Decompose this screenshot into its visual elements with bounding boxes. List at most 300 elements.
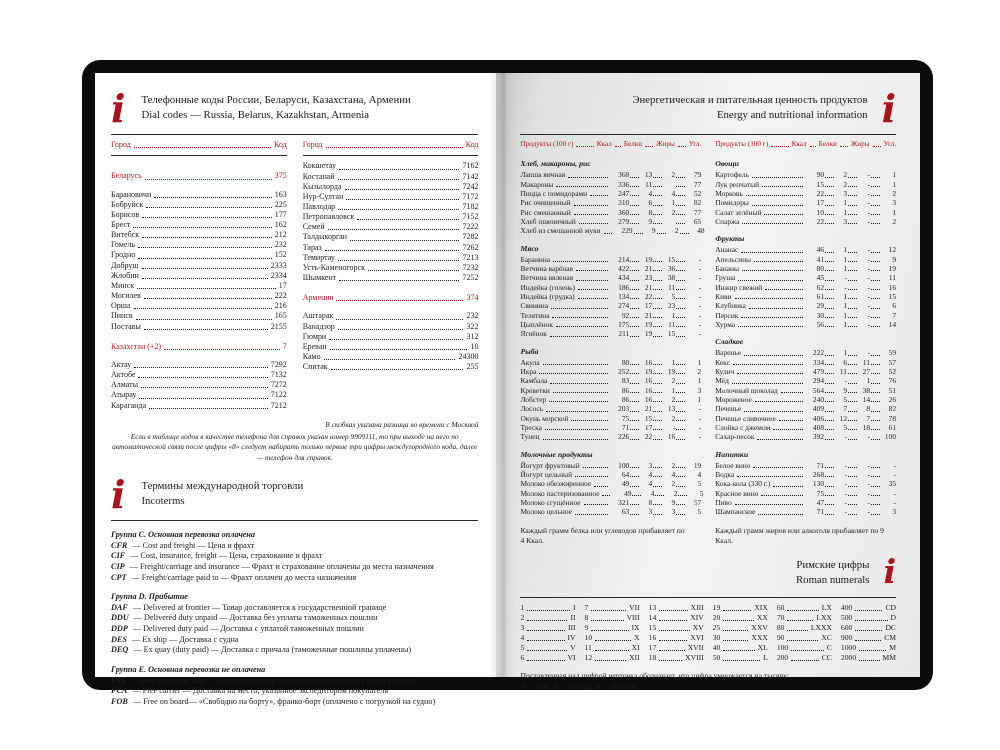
kcal-value: 175 [618, 319, 630, 329]
food-name: Лук репчатый [715, 179, 760, 189]
dot-leader [659, 640, 687, 641]
fat-value: 18 [862, 422, 871, 432]
carbs-value: 77 [693, 179, 702, 189]
incoterm-code: DDP [111, 624, 128, 634]
incoterm-description: — Delivered duty paid — Доставка с уплатой таможенных пошлин [132, 624, 364, 634]
dial-city-row [303, 232, 479, 242]
city-name: Тараз [302, 242, 322, 252]
arabic-number: 400 [840, 602, 853, 612]
kcal-value: 90 [816, 170, 825, 180]
left-page [95, 73, 496, 707]
dot-leader [550, 383, 608, 384]
dot-leader [676, 514, 685, 515]
header-carbs-label: Угл. [883, 140, 897, 148]
dial-country-group [303, 161, 479, 283]
food-name: Макароны [520, 179, 554, 189]
roman-table-cell [520, 633, 575, 643]
dot-leader [630, 364, 639, 365]
protein-value: 1 [843, 301, 848, 311]
dot-leader [630, 270, 639, 271]
dot-leader [527, 650, 567, 651]
food-name: Печенье сливочное [715, 413, 776, 423]
protein-value: 19 [644, 329, 653, 339]
dot-leader [676, 326, 685, 327]
roman-table-column [713, 603, 768, 663]
protein-value: 21 [644, 263, 653, 273]
carbs-value: - [698, 329, 702, 339]
food-name: Креветки [520, 385, 550, 395]
dial-city-row [111, 380, 287, 390]
city-code: 7252 [462, 273, 479, 283]
carbs-value: - [893, 460, 897, 470]
roman-cells [777, 603, 832, 663]
dot-leader [630, 514, 639, 515]
dot-leader [655, 495, 664, 496]
arabic-number: 1 [520, 602, 525, 612]
dot-leader [848, 355, 857, 356]
dot-leader [615, 146, 621, 147]
fat-value: 2 [671, 460, 676, 470]
roman-header [520, 552, 896, 592]
dot-leader [339, 169, 459, 170]
food-name: Лосось [520, 404, 543, 414]
arabic-number: 3 [520, 622, 525, 632]
kcal-value: 214 [618, 254, 630, 264]
kcal-value: 203 [618, 404, 630, 414]
carbs-value: - [698, 310, 702, 320]
carbs-value: 1 [892, 207, 897, 217]
dial-city-row [111, 250, 287, 260]
incoterms-item [111, 562, 478, 573]
header-product-label: Продукты (100 г) [520, 140, 574, 148]
dot-leader [825, 280, 834, 281]
kcal-value: 222 [812, 348, 825, 358]
roman-table-cell [520, 603, 575, 613]
food-name: Акула [520, 357, 540, 367]
header-code-label: Код [273, 140, 287, 149]
dot-leader [873, 146, 881, 147]
nutrition-row [520, 283, 701, 292]
nutrition-row [520, 226, 705, 236]
city-code: 216 [274, 301, 287, 311]
dot-leader [676, 214, 685, 215]
nutrition-row [520, 470, 701, 479]
dot-leader [653, 326, 662, 327]
dot-leader [329, 339, 463, 340]
protein-value: 8 [648, 497, 653, 507]
city-name: Гюмри [302, 331, 327, 341]
dial-city-row [303, 342, 479, 352]
dot-leader [735, 504, 803, 505]
dial-city-row [303, 202, 479, 212]
dot-leader [659, 660, 682, 661]
dot-leader [752, 177, 803, 178]
nutrition-row [715, 283, 896, 292]
dot-leader [723, 640, 748, 641]
nutrition-section-title: Сладкое [715, 337, 744, 347]
dot-leader [678, 146, 686, 147]
carbs-value: - [698, 432, 702, 442]
dot-leader [733, 364, 803, 365]
fat-value: 27 [862, 366, 871, 376]
nutrition-row [520, 217, 701, 226]
roman-number: L [763, 652, 768, 662]
dot-leader [871, 392, 880, 393]
kcal-value: 268 [812, 469, 825, 479]
dot-leader [368, 270, 459, 271]
carbs-value: 77 [693, 207, 702, 217]
roman-table-cell [713, 633, 768, 643]
dot-leader [871, 270, 880, 271]
food-name: Киви [715, 291, 732, 301]
city-name: Жлобин [111, 270, 139, 280]
food-name: Молоко пастеризованное [520, 488, 600, 498]
dot-leader [676, 195, 685, 196]
dot-leader [871, 280, 880, 281]
nutrition-rows [520, 255, 701, 339]
nutrition-column [715, 135, 896, 546]
roman-number: III [567, 622, 576, 632]
dot-leader [737, 373, 803, 374]
city-code: 7152 [462, 212, 479, 222]
dot-leader [595, 650, 629, 651]
protein-value: - [844, 497, 848, 507]
carbs-value: 57 [693, 497, 702, 507]
dot-leader [630, 223, 639, 224]
roman-number: XIII [690, 602, 704, 612]
nutrition-section [520, 244, 701, 339]
incoterm-description: — Delivered duty unpaid — Доставка без уплаты таможенных пошлин [133, 613, 378, 623]
city-name: Пинск [111, 311, 133, 321]
city-code: 232 [274, 240, 287, 250]
kcal-value: 15 [816, 179, 825, 189]
dial-rows [111, 190, 287, 332]
dot-leader [758, 514, 803, 515]
dot-leader [653, 486, 662, 487]
roman-table-cell [585, 653, 640, 663]
dot-leader [630, 214, 639, 215]
dot-leader [871, 476, 880, 477]
protein-value: 9 [651, 226, 656, 236]
city-code: 7212 [270, 400, 287, 410]
dial-rows [303, 311, 479, 372]
dot-leader [871, 261, 880, 262]
carbs-value: 76 [888, 376, 897, 386]
protein-value: 3 [843, 189, 848, 199]
dot-leader [723, 610, 751, 611]
city-name: Ванадзор [302, 321, 335, 331]
food-name: Окунь морской [520, 413, 569, 423]
protein-value: 1 [843, 245, 848, 255]
dot-leader [848, 504, 857, 505]
dot-leader [787, 640, 818, 641]
dot-leader [825, 308, 834, 309]
nutrition-column-header [520, 135, 701, 151]
dot-leader [659, 650, 684, 651]
fat-value: - [867, 319, 871, 329]
dot-leader [576, 280, 608, 281]
food-name: Ветчина варёная [520, 263, 573, 273]
dot-leader [338, 329, 464, 330]
dot-leader [825, 298, 834, 299]
arabic-number: 19 [712, 602, 721, 612]
carbs-value: 1 [697, 376, 702, 386]
food-name: Рис смешанный [520, 207, 571, 217]
incoterm-description: — Freight/carriage and insurance — Фрахт и страхование оплачены до места назначения [129, 561, 434, 571]
protein-value: 9 [843, 385, 848, 395]
divider-rule [520, 597, 896, 598]
dot-leader [762, 186, 803, 187]
incoterm-code: CIP [111, 561, 125, 571]
fat-value: 38 [862, 385, 871, 395]
kcal-value: 41 [816, 254, 825, 264]
nutrition-row [520, 376, 701, 385]
roman-table-cell [777, 603, 832, 613]
carbs-value: 100 [884, 432, 897, 442]
nutrition-row [715, 376, 896, 385]
nutrition-row [715, 395, 896, 404]
incoterm-description: — Free on board— «Свободно на борту», франко-борт (оплачено с погрузкой на судно) [132, 697, 436, 707]
dot-leader [855, 630, 882, 631]
dot-leader [723, 650, 754, 651]
dot-leader [551, 308, 608, 309]
dot-leader [326, 147, 463, 148]
food-name: Печенье [715, 404, 742, 414]
fat-value: - [867, 207, 871, 217]
dot-leader [871, 504, 880, 505]
food-name: Пицца с помидорами [520, 189, 588, 199]
incoterms-items [111, 676, 478, 708]
dot-leader [848, 280, 857, 281]
dot-leader [871, 317, 880, 318]
dot-leader [576, 146, 593, 147]
dot-leader [142, 278, 268, 279]
kcal-value: 10 [816, 207, 825, 217]
dial-city-row [111, 401, 287, 411]
city-name: Усть-Каменогорск [302, 262, 365, 272]
city-name: Минск [111, 280, 135, 290]
nutrition-row [715, 292, 896, 301]
header-protein-label: Белки [623, 140, 643, 148]
city-code: 322 [466, 321, 479, 331]
dot-leader [630, 298, 639, 299]
dot-leader [848, 439, 857, 440]
arabic-number: 40 [712, 642, 721, 652]
arabic-number: 14 [648, 612, 657, 622]
arabic-number: 200 [776, 652, 789, 662]
roman-title-ru: Римские цифры [796, 559, 870, 572]
carbs-value: 1 [892, 179, 897, 189]
arabic-number: 11 [584, 642, 592, 652]
carbs-value: 3 [892, 507, 897, 517]
kcal-value: 17 [816, 198, 825, 208]
book-frame [82, 60, 933, 707]
carbs-value: 48 [697, 226, 705, 236]
protein-value: 19 [644, 254, 653, 264]
incoterms-item [111, 624, 478, 635]
city-code: 225 [274, 199, 287, 209]
carbs-value: 51 [888, 385, 897, 395]
food-name: Хурма [715, 319, 736, 329]
roman-table-column [520, 603, 575, 663]
dot-leader [871, 383, 880, 384]
dot-leader [539, 373, 608, 374]
protein-value: 12 [839, 413, 848, 423]
dot-leader [680, 233, 689, 234]
dot-leader [553, 392, 608, 393]
food-name: Белое вино [715, 460, 751, 470]
dot-leader [848, 420, 857, 421]
dot-leader [825, 195, 834, 196]
roman-number: XVII [687, 642, 704, 652]
nutrition-row [715, 348, 896, 357]
protein-value: 21 [644, 310, 653, 320]
dot-leader [757, 439, 803, 440]
dial-city-row [111, 390, 287, 400]
dot-leader [527, 630, 565, 631]
right-page [496, 73, 920, 691]
roman-table-cell [841, 603, 896, 613]
city-code: 17 [278, 280, 287, 290]
dial-country-group [111, 342, 287, 411]
fat-value: 2 [674, 226, 679, 236]
dot-leader [653, 401, 662, 402]
dot-leader [331, 369, 464, 370]
kcal-value: 86 [621, 385, 630, 395]
protein-value: 17 [644, 301, 653, 311]
dot-leader [527, 620, 567, 621]
dot-leader [136, 319, 272, 320]
dial-city-row [111, 220, 287, 230]
nutrition-row [715, 489, 896, 498]
dot-leader [676, 373, 685, 374]
roman-number: M [889, 642, 897, 652]
dot-leader [848, 467, 857, 468]
dot-leader [744, 355, 803, 356]
city-code: 7292 [270, 359, 287, 369]
dot-leader [848, 373, 857, 374]
arabic-number: 6 [520, 652, 525, 662]
carbs-value: 15 [888, 291, 897, 301]
dial-city-row [303, 352, 479, 362]
roman-number: LXX [816, 612, 832, 622]
dot-leader [653, 186, 662, 187]
food-name: Груша [715, 273, 736, 283]
roman-number: CD [885, 602, 897, 612]
fat-value: - [672, 422, 676, 432]
carbs-value: 3 [697, 385, 702, 395]
dot-leader [578, 289, 608, 290]
dot-leader [571, 420, 608, 421]
arabic-number: 8 [584, 612, 589, 622]
carbs-value: 78 [888, 413, 897, 423]
city-code: 152 [274, 250, 287, 260]
roman-table-cell [585, 603, 640, 613]
dot-leader [630, 467, 639, 468]
dot-leader [871, 326, 880, 327]
nutrition-row [715, 358, 896, 367]
food-name: Кулич [715, 366, 735, 376]
protein-value: 8 [648, 207, 653, 217]
fat-value: 4 [671, 469, 676, 479]
carbs-value: - [698, 273, 702, 283]
header-carbs-label: Угл. [688, 140, 702, 148]
carbs-value: 1 [697, 394, 702, 404]
food-name: Индейка (голень) [520, 282, 576, 292]
dot-leader [871, 195, 880, 196]
kcal-value: 47 [816, 497, 825, 507]
nutrition-row [715, 507, 896, 516]
dot-leader [848, 223, 857, 224]
dial-city-row [111, 281, 287, 291]
kcal-value: 46 [816, 245, 825, 255]
roman-number: II [570, 612, 576, 622]
dial-country-row [111, 171, 287, 181]
carbs-value: 2 [892, 217, 897, 226]
fat-value: - [867, 348, 871, 358]
protein-value: 16 [644, 357, 653, 367]
city-name: Ереван [302, 341, 327, 351]
nutrition-section-title: Рыба [520, 346, 539, 356]
carbs-value: 26 [888, 394, 897, 404]
dot-leader [630, 420, 639, 421]
kcal-value: 71 [816, 460, 825, 470]
city-name: Борисов [111, 209, 140, 219]
carbs-value: 82 [888, 404, 897, 414]
city-code: 24300 [458, 352, 479, 362]
dot-leader [871, 411, 880, 412]
divider-rule [111, 520, 478, 521]
dot-leader [653, 214, 662, 215]
dot-leader [653, 420, 662, 421]
dial-city-row [111, 190, 287, 200]
dot-leader [630, 486, 639, 487]
food-name: Пиво [715, 497, 732, 507]
protein-value: 1 [843, 207, 848, 217]
dot-leader [678, 495, 687, 496]
food-name: Кекс [715, 357, 730, 367]
dot-leader [556, 186, 608, 187]
incoterms-item [111, 645, 478, 656]
dot-leader [848, 289, 857, 290]
dot-leader [527, 660, 564, 661]
dot-leader [742, 270, 803, 271]
incoterm-code: CPT [111, 572, 127, 582]
roman-table-cell [841, 613, 896, 623]
info-icon: i [111, 471, 126, 517]
dot-leader [723, 660, 760, 661]
roman-numerals-section [520, 552, 897, 692]
dot-leader [848, 383, 857, 384]
protein-value: 16 [644, 385, 653, 395]
dot-leader [556, 326, 608, 327]
food-name: Камбала [520, 376, 548, 386]
roman-table-cell [777, 633, 832, 643]
fat-value: - [867, 301, 871, 311]
fat-value: 13 [667, 404, 676, 414]
arabic-number: 7 [584, 602, 589, 612]
city-name: Поставы [111, 321, 141, 331]
city-name: Шымкент [302, 273, 337, 283]
dot-leader [791, 650, 824, 651]
dot-leader [825, 504, 834, 505]
roman-table-cell [713, 613, 768, 623]
dot-leader [142, 237, 272, 238]
arabic-number: 20 [712, 612, 721, 622]
dot-leader [653, 317, 662, 318]
city-code: 7142 [462, 171, 479, 181]
roman-number: LXXX [810, 622, 832, 632]
